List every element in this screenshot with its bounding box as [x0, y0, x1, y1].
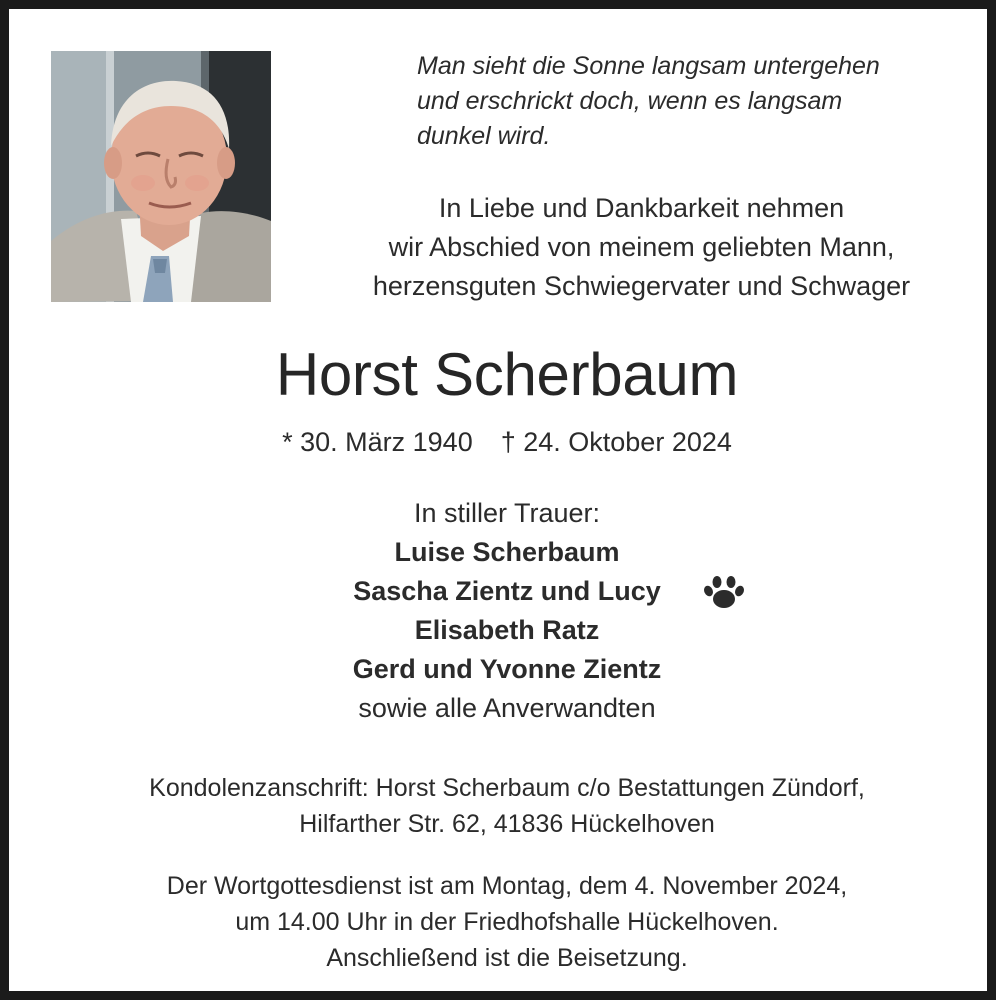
service-line: Anschließend ist die Beisetzung. [326, 944, 688, 972]
mourners-block [9, 494, 996, 728]
service-info [9, 868, 996, 976]
birth-date: * 30. März 1940 [282, 427, 473, 457]
condolence-address [9, 770, 996, 842]
death-date: † 24. Oktober 2024 [500, 427, 732, 457]
paw-print-icon [703, 574, 745, 610]
mourner-name: Elisabeth Ratz [414, 615, 600, 645]
quote-line: und erschrickt doch, wenn es langsam [417, 87, 843, 115]
service-line: um 14.00 Uhr in der Friedhofshalle Hückelhoven. [235, 908, 779, 936]
mourners-heading: In stiller Trauer: [413, 498, 601, 528]
life-dates [9, 423, 996, 461]
mourner-name: Luise Scherbaum [394, 537, 620, 567]
address-line: Hilfarther Str. 62, 41836 Hückelhoven [299, 810, 715, 838]
mourner-name: Gerd und Yvonne Zientz [352, 654, 662, 684]
address-line: Kondolenzanschrift: Horst Scherbaum c/o Bestattungen Zündorf, [149, 774, 865, 802]
service-line: Der Wortgottesdienst ist am Montag, dem 4. November 2024, [166, 872, 848, 900]
mourners-closing: sowie alle Anverwandten [358, 693, 656, 723]
memorial-quote [417, 49, 977, 154]
deceased-name: Horst Scherbaum [275, 341, 739, 408]
quote-line: Man sieht die Sonne langsam untergehen [417, 52, 880, 80]
farewell-line: herzensguten Schwiegervater und Schwager [372, 271, 911, 301]
mourner-name: Sascha Zientz und Lucy [353, 576, 661, 606]
farewell-line: wir Abschied von meinem geliebten Mann, [388, 232, 895, 262]
quote-line: dunkel wird. [417, 122, 551, 150]
farewell-text [299, 189, 984, 306]
portrait-photo [51, 51, 271, 302]
farewell-line: In Liebe und Dankbarkeit nehmen [438, 193, 845, 223]
